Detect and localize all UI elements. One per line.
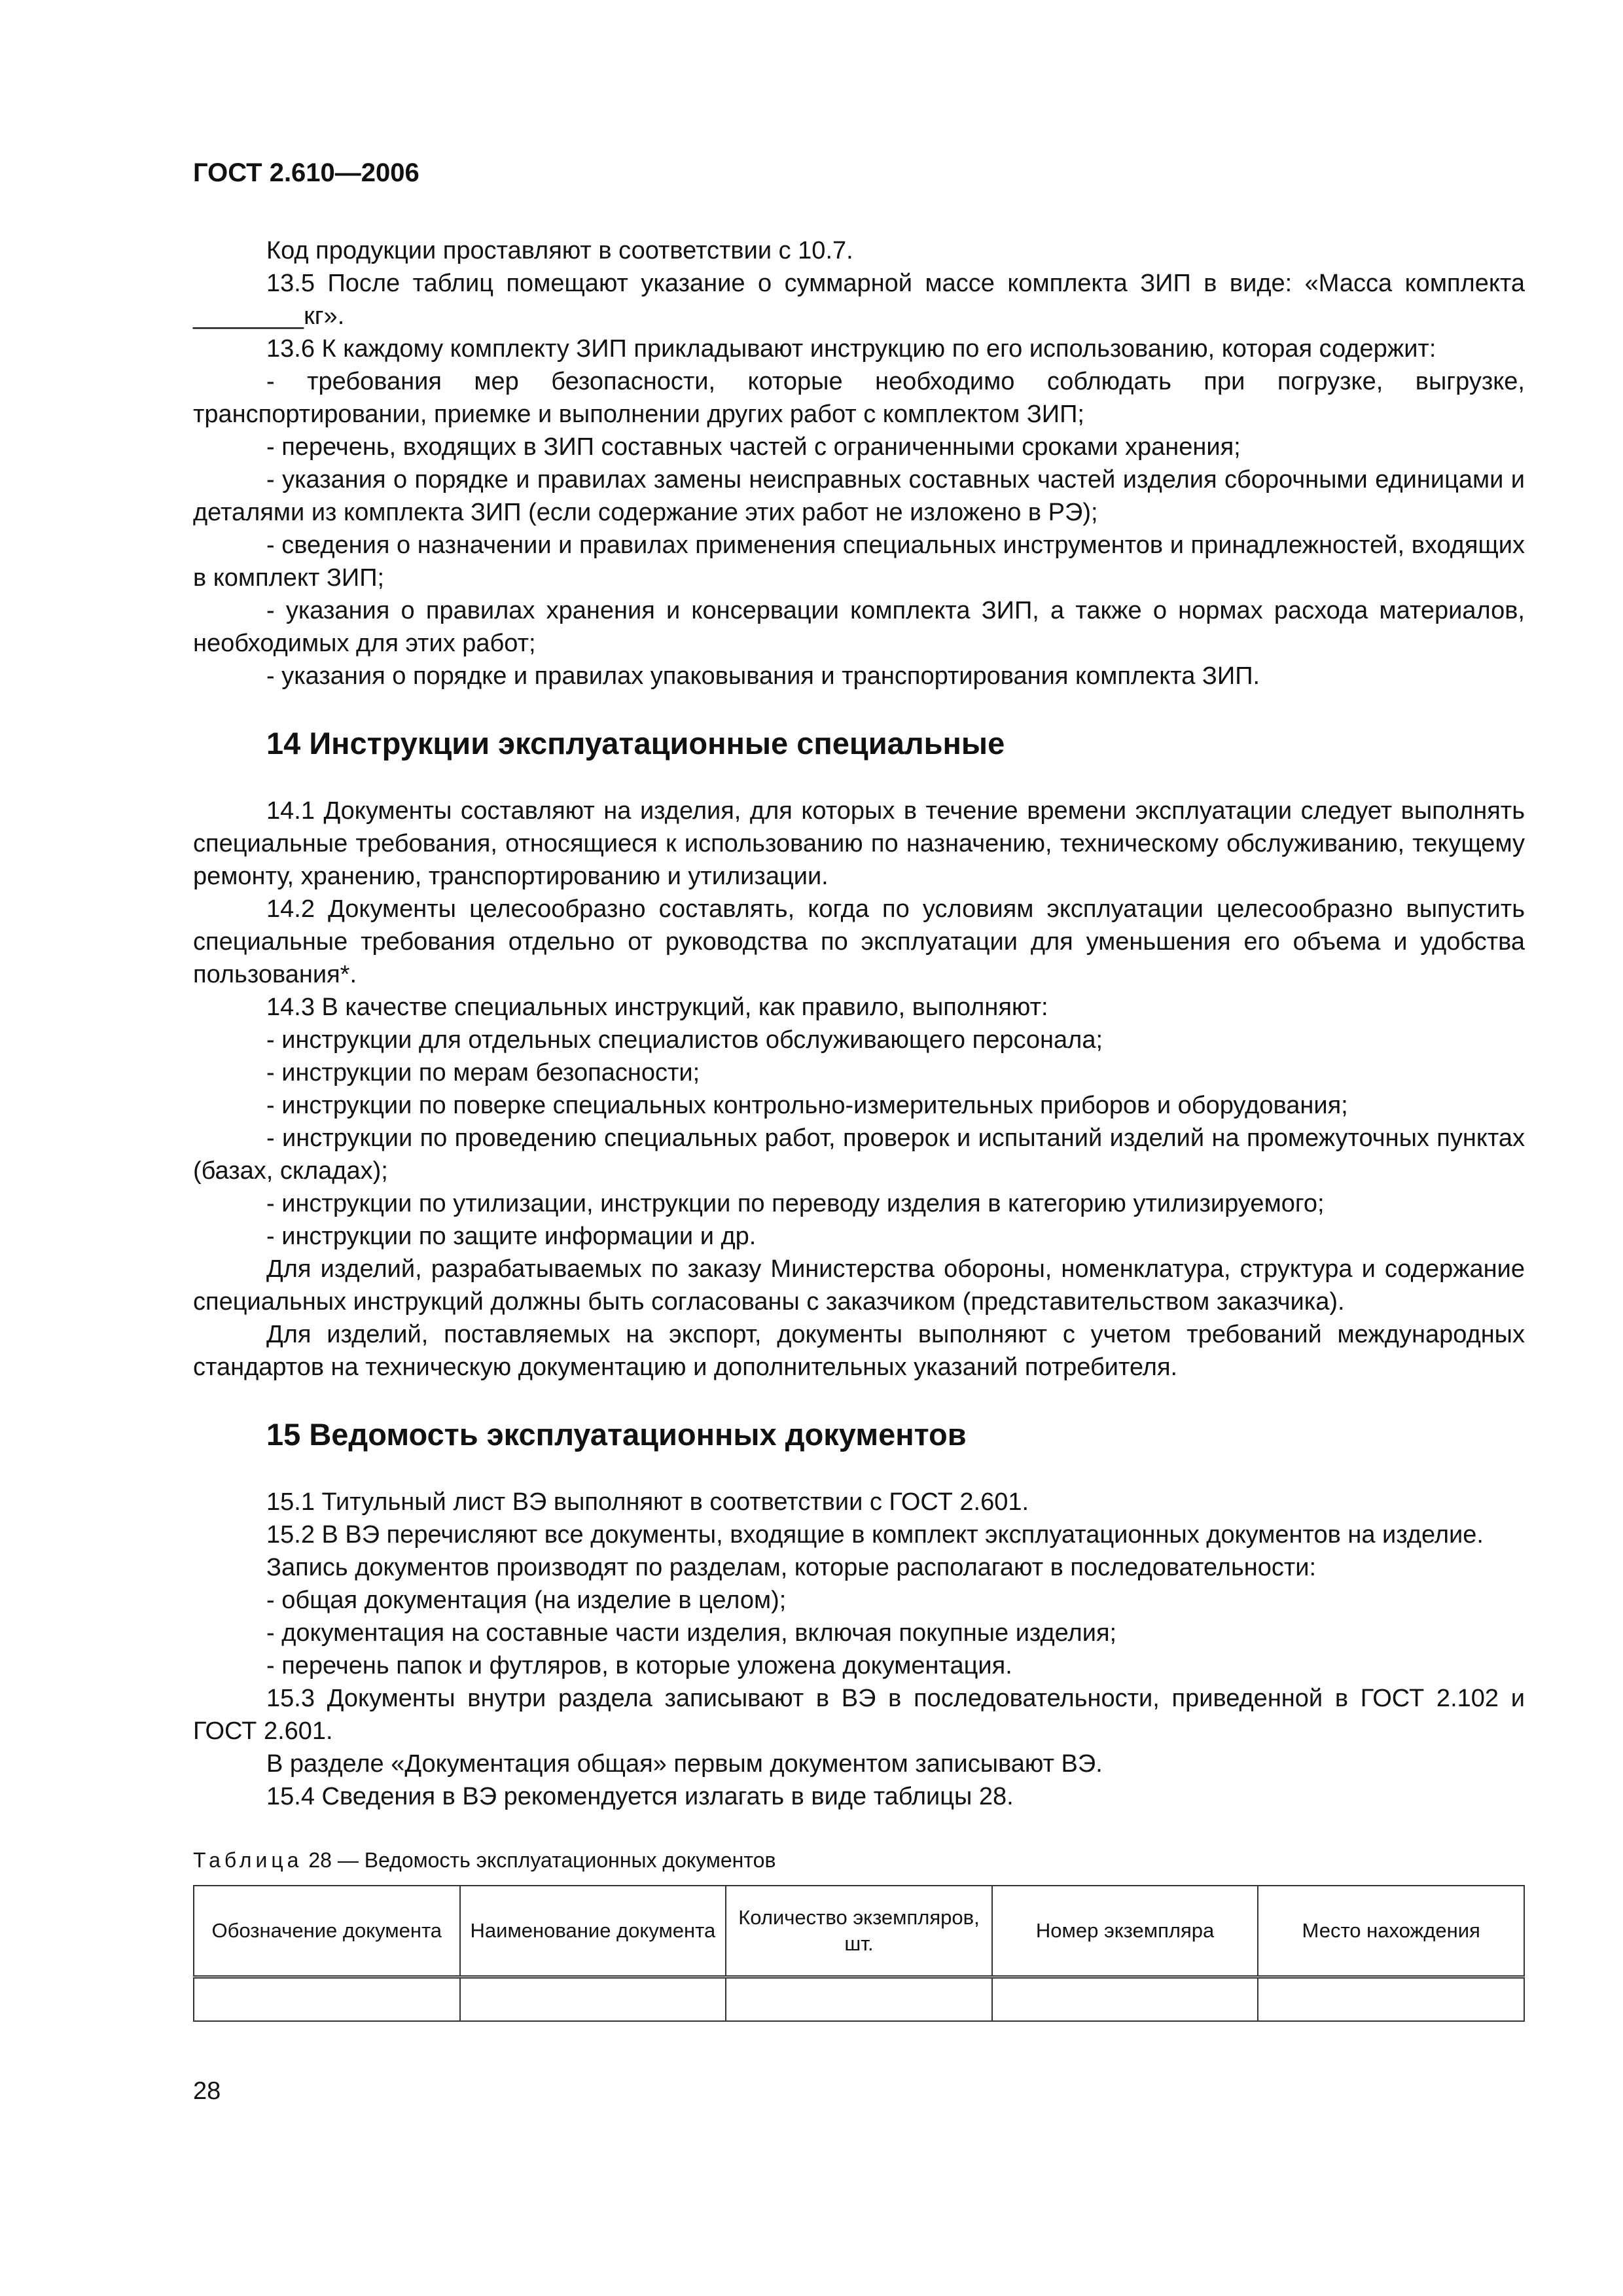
table-caption xyxy=(193,1847,1525,1873)
list-item: - общая документация (на изделие в целом); xyxy=(266,1587,787,1614)
paragraph: 14.1 Документы составляют на изделия, для которых в течение времени эксплуатации следует выполнять специальные требования, относящиеся к использованию по назначению, техническому обслуживанию, текущему ремонту, хранению, транспортированию и утилизации. xyxy=(193,797,1525,890)
list-item: - сведения о назначении и правилах применения специальных инструментов и принадлежностей, входящих в комплект ЗИП; xyxy=(193,531,1525,592)
paragraph: Для изделий, разрабатываемых по заказу Министерства обороны, номенклатура, структура и содержание специальных инструкций должны быть согласованы с заказчиком (представительством заказчика). xyxy=(193,1255,1525,1316)
list-item: - указания о порядке и правилах замены неисправных составных частей изделия сборочными единицами и деталями из комплекта ЗИП (если содержание этих работ не изложено в РЭ); xyxy=(193,466,1525,526)
list-item: - инструкции по утилизации, инструкции по переводу изделия в категорию утилизируемого; xyxy=(266,1190,1325,1217)
list-item: - инструкции по поверке специальных контрольно-измерительных приборов и оборудования; xyxy=(266,1092,1348,1119)
paragraph: В разделе «Документация общая» первым документом записывают ВЭ. xyxy=(266,1750,1103,1778)
paragraph: 13.6 К каждому комплекту ЗИП прикладывают инструкцию по его использованию, которая содержит: xyxy=(266,335,1436,363)
list-item: - инструкции по проведению специальных работ, проверок и испытаний изделий на промежуточных пунктах (базах, складах); xyxy=(193,1124,1525,1185)
paragraph: 15.2 В ВЭ перечисляют все документы, входящие в комплект эксплуатационных документов на изделие. xyxy=(266,1521,1484,1549)
section-15-body xyxy=(193,1486,1525,1813)
paragraph: 13.5 После таблиц помещают указание о суммарной массе комплекта ЗИП в виде: «Масса комплекта ________кг». xyxy=(193,270,1525,330)
column-header-name: Наименование документа xyxy=(460,1886,726,1977)
section-14-body xyxy=(193,795,1525,1384)
paragraph: 15.3 Документы внутри раздела записывают в ВЭ в последовательности, приведенной в ГОСТ 2.102 и ГОСТ 2.601. xyxy=(193,1685,1525,1745)
paragraph: 15.4 Сведения в ВЭ рекомендуется излагать в виде таблицы 28. xyxy=(266,1783,1014,1810)
document-page xyxy=(193,157,1525,2022)
page-number: 28 xyxy=(193,2077,221,2105)
column-header-designation: Обозначение документа xyxy=(194,1886,460,1977)
column-header-copy-number: Номер экземпляра xyxy=(992,1886,1258,1977)
table-caption-title: 28 — Ведомость эксплуатационных документов xyxy=(308,1848,776,1872)
table-cell xyxy=(194,1977,460,2022)
table-cell xyxy=(460,1977,726,2022)
list-item: - документация на составные части изделия, включая покупные изделия; xyxy=(266,1619,1117,1647)
paragraph: 14.2 Документы целесообразно составлять, когда по условиям эксплуатации целесообразно выпустить специальные требования отдельно от руководства по эксплуатации для уменьшения его объема и удобства пользования*. xyxy=(193,895,1525,988)
table-row xyxy=(194,1977,1524,2022)
table-cell xyxy=(1258,1977,1524,2022)
table-cell xyxy=(992,1977,1258,2022)
table-cell xyxy=(726,1977,992,2022)
paragraph: Для изделий, поставляемых на экспорт, документы выполняют с учетом требований международных стандартов на техническую документацию и дополнительных указаний потребителя. xyxy=(193,1321,1525,1381)
column-header-location: Место нахождения xyxy=(1258,1886,1524,1977)
list-item: - указания о правилах хранения и консервации комплекта ЗИП, а также о нормах расхода материалов, необходимых для этих работ; xyxy=(193,597,1525,657)
section-15-heading: 15 Ведомость эксплуатационных документов xyxy=(266,1417,967,1452)
section-13-continuation xyxy=(193,234,1525,692)
paragraph: Код продукции проставляют в соответствии с 10.7. xyxy=(266,237,853,264)
paragraph: 14.3 В качестве специальных инструкций, как правило, выполняют: xyxy=(266,994,1048,1021)
list-item: - инструкции для отдельных специалистов обслуживающего персонала; xyxy=(266,1026,1103,1054)
paragraph: Запись документов производят по разделам, которые располагают в последовательности: xyxy=(266,1554,1317,1581)
paragraph: 15.1 Титульный лист ВЭ выполняют в соответствии с ГОСТ 2.601. xyxy=(266,1488,1029,1516)
table-header-row xyxy=(194,1886,1524,1977)
column-header-quantity: Количество экземпляров, шт. xyxy=(726,1886,992,1977)
list-item: - перечень папок и футляров, в которые уложена документация. xyxy=(266,1652,1012,1679)
list-item: - требования мер безопасности, которые необходимо соблюдать при погрузке, выгрузке, транспортировании, приемке и выполнении других работ с комплектом ЗИП; xyxy=(193,368,1525,428)
standard-code: ГОСТ 2.610—2006 xyxy=(193,158,419,187)
section-14-heading: 14 Инструкции эксплуатационные специальные xyxy=(266,726,1005,761)
operational-documents-table xyxy=(193,1885,1525,2022)
list-item: - указания о порядке и правилах упаковывания и транспортирования комплекта ЗИП. xyxy=(266,662,1260,690)
list-item: - инструкции по защите информации и др. xyxy=(266,1223,757,1250)
table-caption-label: Таблица xyxy=(193,1848,303,1872)
list-item: - перечень, входящих в ЗИП составных частей с ограниченными сроками хранения; xyxy=(266,433,1241,461)
list-item: - инструкции по мерам безопасности; xyxy=(266,1059,700,1086)
